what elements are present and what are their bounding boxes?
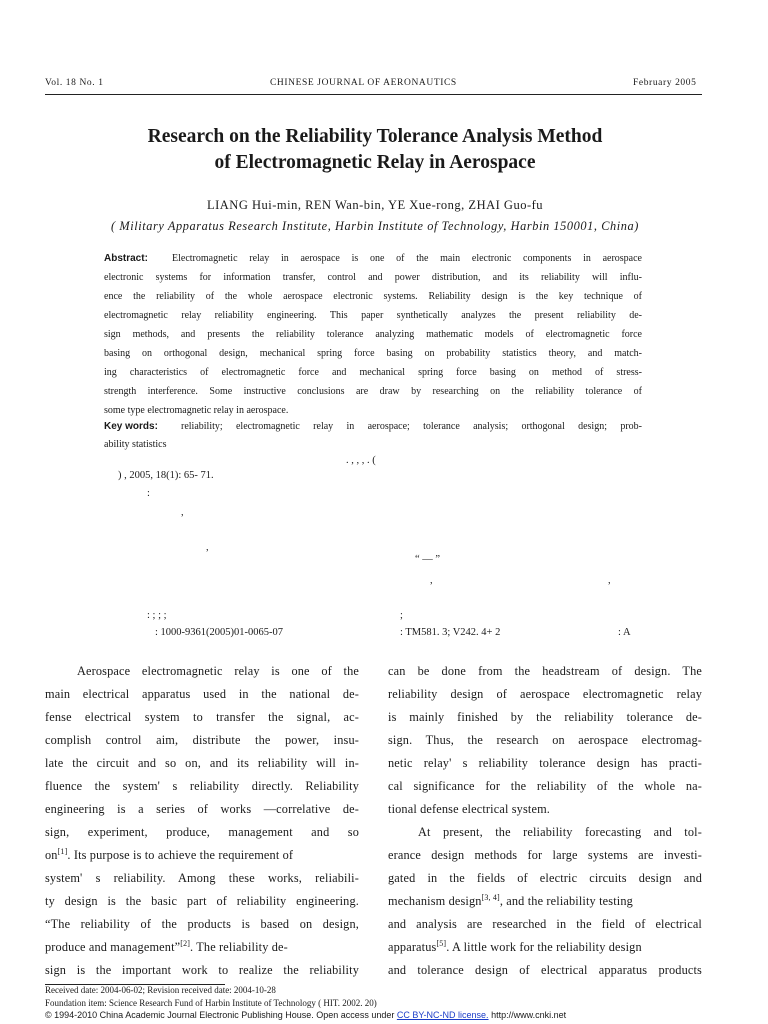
right-col-line-11-end: , and the reliability testing <box>499 894 633 908</box>
left-col-line-4: complish control aim, distribute the power, insu- <box>45 733 359 747</box>
right-col-line-9: erance design methods for large systems are investi- <box>388 848 702 862</box>
document-number: : 1000-9361(2005)01-0065-07 <box>155 627 284 638</box>
right-col-line-7: tional defense electrical system. <box>388 802 551 816</box>
right-col-line-13-end: . A little work for the reliability design <box>446 940 642 954</box>
right-col-line-13 <box>388 940 702 955</box>
keywords-line-1: reliability; electromagnetic relay in aerospace; tolerance analysis; orthogonal design; prob- <box>181 421 642 432</box>
left-col-line-5: late the circuit and so on, and its reliability will in- <box>45 756 359 770</box>
left-col-line-3: fense electrical system to transfer the signal, ac- <box>45 710 359 724</box>
clc-number: : TM581. 3; V242. 4+ 2 <box>400 627 501 638</box>
abstract-line-6: basing on orthogonal design, mechanical spring force basing on probability statistics theory, and match- <box>104 348 642 359</box>
citation-2: [2] <box>180 939 191 948</box>
left-col-line-10: system' s reliability. Among these works, reliabili- <box>45 871 359 885</box>
left-col-line-9-start: on <box>45 848 58 862</box>
keywords-line-2: ability statistics <box>104 439 167 450</box>
paper-title-line1: Research on the Reliability Tolerance Analysis Method <box>147 126 603 147</box>
header-journal: CHINESE JOURNAL OF AERONAUTICS <box>270 78 457 88</box>
residue-keywords: : ; ; ; <box>147 610 167 621</box>
abstract-line-2: electronic systems for information transfer, control and power distribution, and its reliability will influ- <box>104 272 642 283</box>
citation-3-4: [3, 4] <box>481 893 500 902</box>
residue-comma-3: , <box>430 575 433 586</box>
citation-1: [1] <box>57 847 68 856</box>
right-col-line-6: cal significance for the reliability of the whole na- <box>388 779 702 793</box>
left-col-line-14: sign is the important work to realize the reliability <box>45 963 359 977</box>
abstract-line-3: ence the reliability of the whole aerospace electronic systems. Reliability design is the key technique of <box>104 291 642 302</box>
right-col-line-11-start: mechanism design <box>388 894 482 908</box>
right-col-line-14: and tolerance design of electrical apparatus products <box>388 963 702 977</box>
residue-semicolon: ; <box>400 610 403 621</box>
left-col-line-7: engineering is a series of works —correlative de- <box>45 802 359 816</box>
header-volume: Vol. 18 No. 1 <box>45 78 104 88</box>
header-date: February 2005 <box>633 78 697 88</box>
residue-comma-4: , <box>608 575 611 586</box>
right-col-line-10: gated in the fields of electric circuits design and <box>388 871 702 885</box>
left-col-line-11: ty design is the basic part of reliability engineering. <box>45 894 359 908</box>
left-col-line-13-start: produce and management” <box>45 940 181 954</box>
paper-title-line2: of Electromagnetic Relay in Aerospace <box>214 152 536 173</box>
right-col-line-2: reliability design of aerospace electromagnetic relay <box>388 687 702 701</box>
left-col-line-8: sign, experiment, produce, management and so <box>45 825 359 839</box>
copyright-text: © 1994-2010 China Academic Journal Electronic Publishing House. Open access under <box>45 1010 395 1020</box>
right-col-line-3: is mainly finished by the reliability tolerance de- <box>388 710 702 724</box>
cnki-url[interactable]: http://www.cnki.net <box>491 1010 567 1020</box>
right-col-line-5: netic relay' s reliability tolerance design has practi- <box>388 756 702 770</box>
document-code: : A <box>618 627 631 638</box>
keywords-label <box>104 421 158 432</box>
received-date: Received date: 2004-06-02; Revision received date: 2004-10-28 <box>45 985 276 995</box>
abstract-line-8: strength interference. Some instructive conclusions are draw by researching on the reliability tolerance of <box>104 386 642 397</box>
abstract-line-9: some type electromagnetic relay in aerospace. <box>104 405 289 416</box>
right-col-line-4: sign. Thus, the research on aerospace electromag- <box>388 733 702 747</box>
abstract-line-5: sign methods, and presents the reliability tolerance analyzing mathematic models of electromagnetic force <box>104 329 642 340</box>
citation-residue-2: ) , 2005, 18(1): 65- 71. <box>118 470 214 481</box>
left-col-line-13-end: . The reliability de- <box>190 940 288 954</box>
right-col-line-1: can be done from the headstream of design. The <box>388 664 702 678</box>
residue-comma-2: , <box>206 542 209 553</box>
left-col-line-12: “The reliability of the products is based on design, <box>45 917 359 931</box>
copyright-line <box>45 1010 566 1020</box>
residue-quote: “ — ” <box>415 554 441 565</box>
keywords-label-text: Key words: <box>104 421 158 432</box>
left-col-line-9-end: . Its purpose is to achieve the requirement of <box>67 848 294 862</box>
left-col-line-9 <box>45 848 359 863</box>
citation-residue-1: . , , , . ( <box>346 455 376 466</box>
right-col-line-11 <box>388 894 702 909</box>
abstract-label <box>104 253 148 264</box>
right-col-line-12: and analysis are researched in the field of electrical <box>388 917 702 931</box>
abstract-label-text: Abstract: <box>104 253 148 264</box>
right-col-line-8: At present, the reliability forecasting and tol- <box>418 825 702 839</box>
citation-5: [5] <box>436 939 447 948</box>
abstract-line-1: Electromagnetic relay in aerospace is one of the main electronic components in aerospace <box>172 253 642 264</box>
abstract-line-4: electromagnetic relay reliability engineering. This paper synthetically analyzes the present reliability de- <box>104 310 642 321</box>
right-col-line-13-start: apparatus <box>388 940 437 954</box>
residue-colon: : <box>147 488 150 499</box>
left-col-line-13 <box>45 940 359 955</box>
header-rule <box>45 94 702 95</box>
foundation-item: Foundation item: Science Research Fund of Harbin Institute of Technology ( HIT. 2002. 20) <box>45 998 377 1008</box>
license-link[interactable]: CC BY-NC-ND license. <box>396 1010 489 1020</box>
abstract-line-7: ing characteristics of electromagnetic force and mechanical spring force basing on method of stress- <box>104 367 642 378</box>
residue-comma-1: , <box>181 507 184 518</box>
left-col-line-6: fluence the system' s reliability directly. Reliability <box>45 779 359 793</box>
authors: LIANG Hui-min, REN Wan-bin, YE Xue-rong, ZHAI Guo-fu <box>206 198 544 212</box>
affiliation: ( Military Apparatus Research Institute, Harbin Institute of Technology, Harbin 150001, China) <box>111 219 639 233</box>
left-col-line-1: Aerospace electromagnetic relay is one of the <box>77 664 359 678</box>
left-col-line-2: main electrical apparatus used in the national de- <box>45 687 359 701</box>
